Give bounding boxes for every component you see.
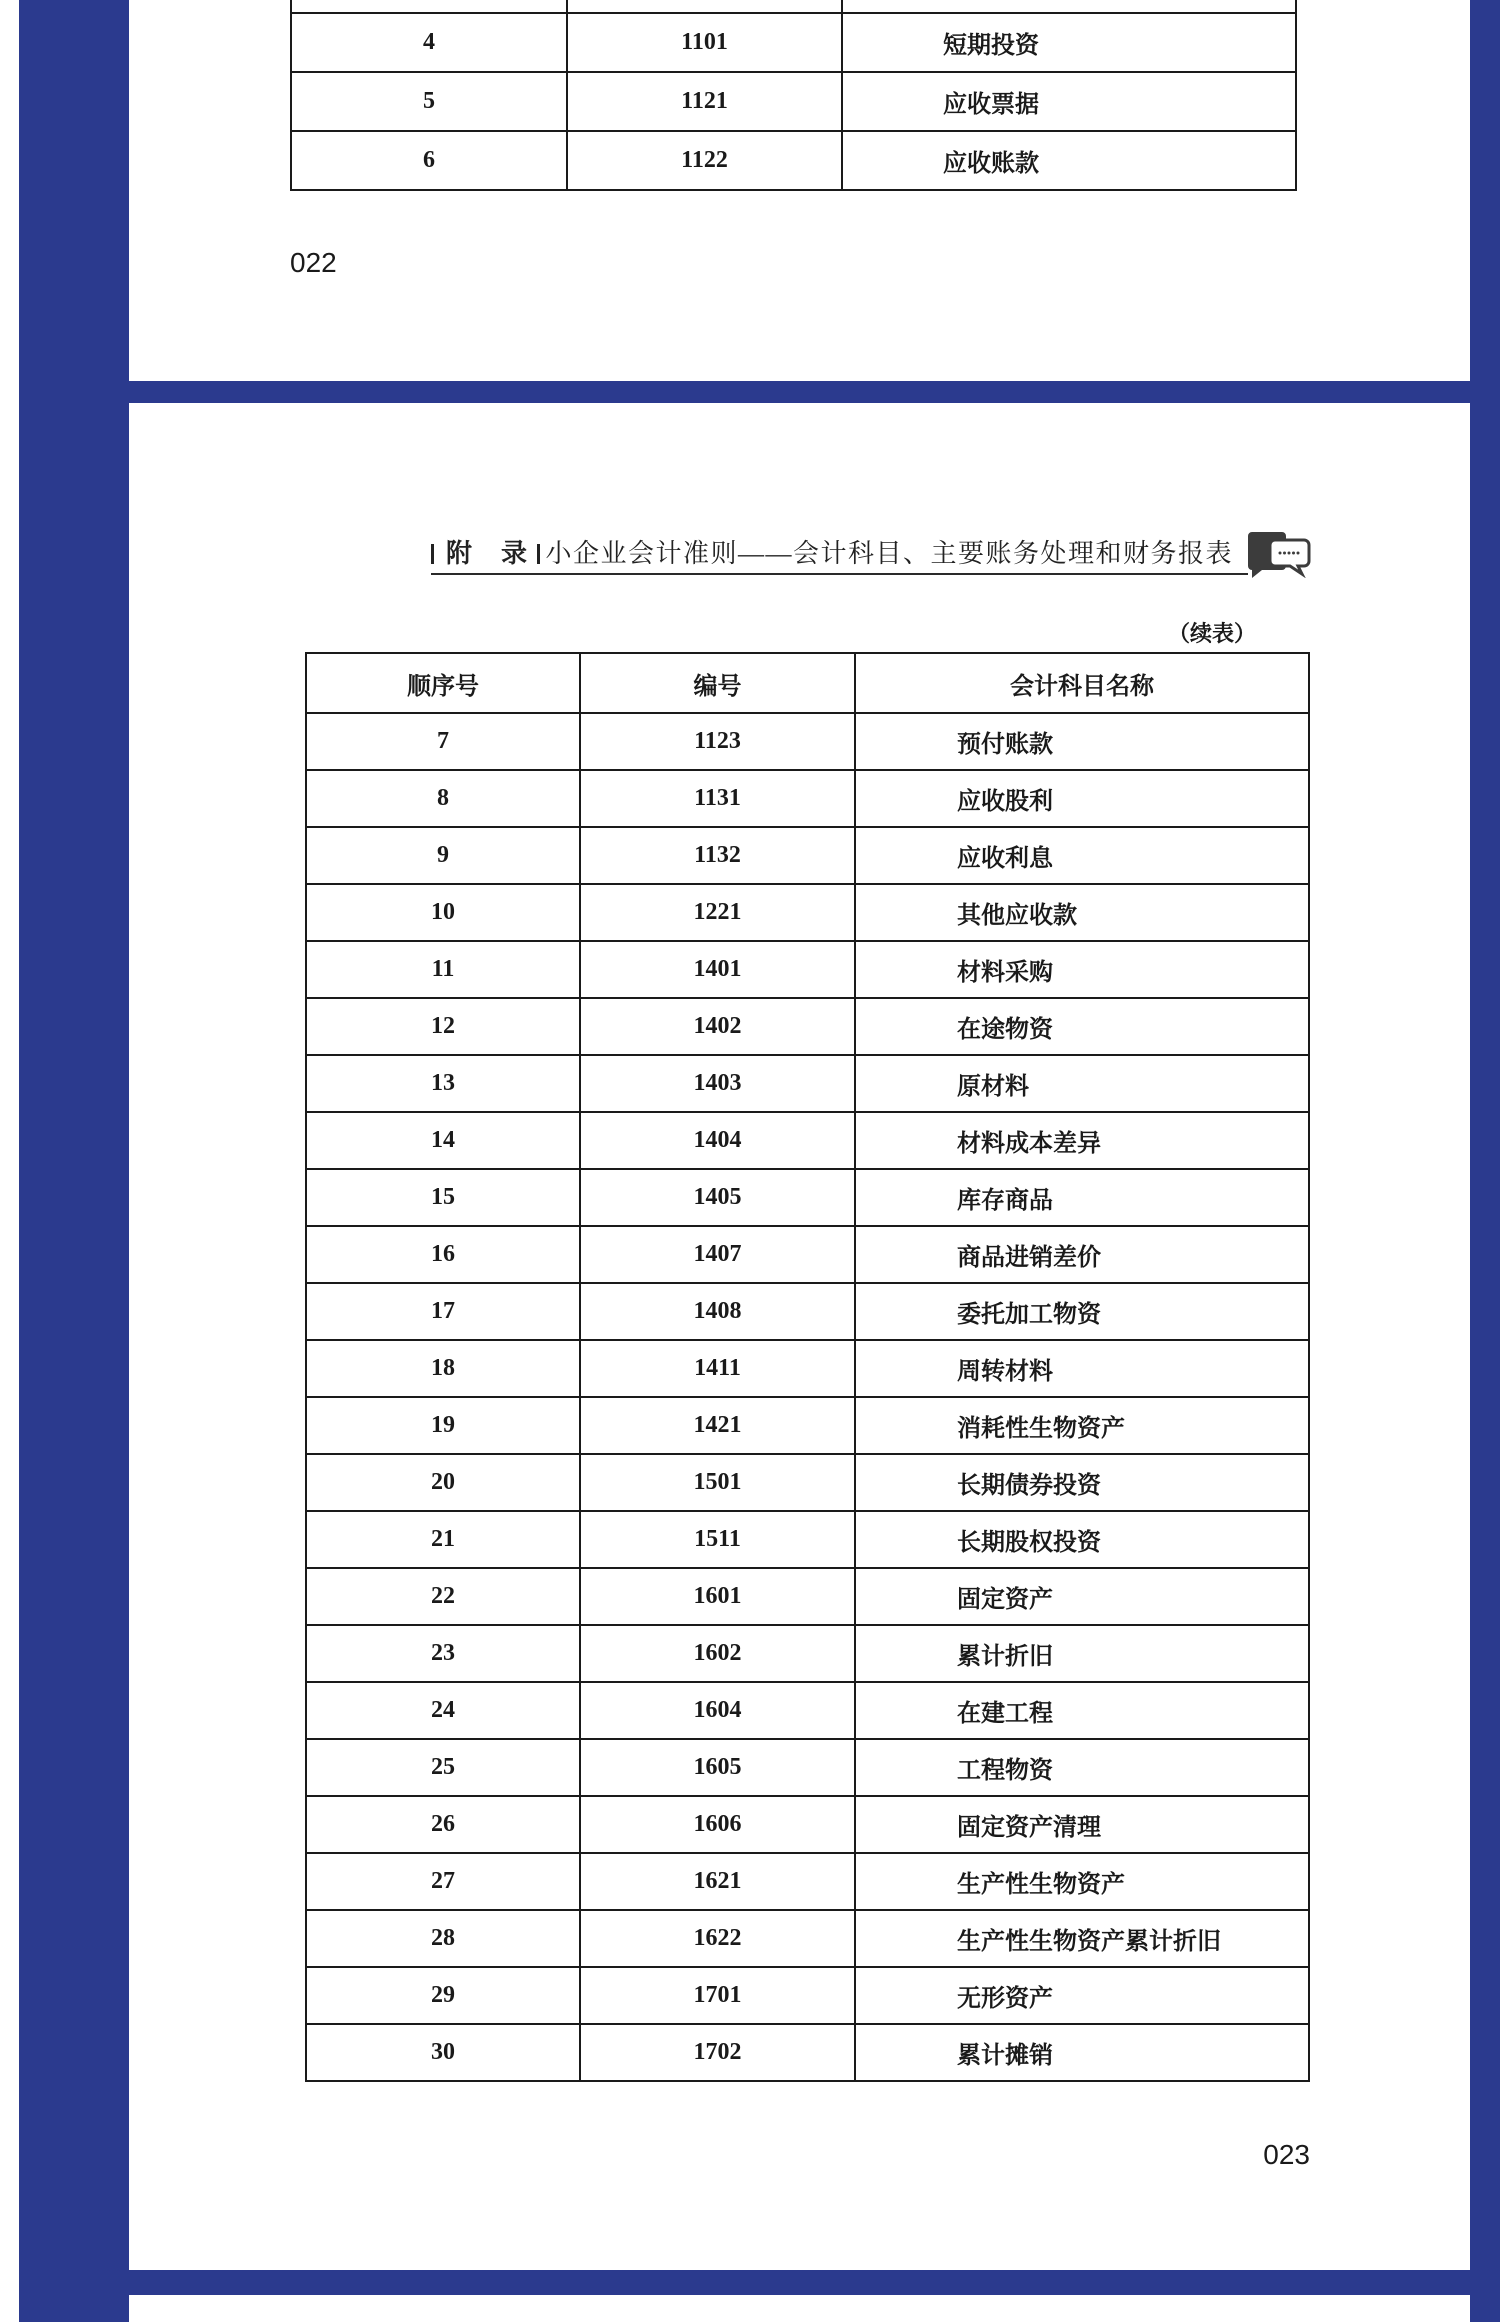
- table-row: [292, 71, 1295, 130]
- table-row: [307, 826, 1308, 883]
- sequence-number-cell: 23: [307, 1626, 581, 1681]
- next-page-edge: [129, 2295, 1470, 2322]
- account-code-cell: 1421: [581, 1398, 856, 1453]
- account-name-cell: 在途物资: [957, 1017, 1053, 1043]
- table-row: [307, 1852, 1308, 1909]
- account-name-cell: 生产性生物资产累计折旧: [957, 1929, 1221, 1955]
- account-code-cell: 1401: [581, 942, 856, 997]
- account-code-cell: 1702: [581, 2025, 856, 2080]
- table-row: [307, 1054, 1308, 1111]
- header-sequence-number: 顺序号: [307, 654, 581, 712]
- running-header: [431, 535, 1262, 575]
- sequence-number-cell: 19: [307, 1398, 581, 1453]
- table-row: [307, 1453, 1308, 1510]
- account-code-cell: 1408: [581, 1284, 856, 1339]
- header-divider: [431, 544, 434, 564]
- account-name-cell: 库存商品: [957, 1188, 1053, 1214]
- account-code-cell: 1604: [581, 1683, 856, 1738]
- sequence-number-cell: 10: [307, 885, 581, 940]
- account-name-cell: 在建工程: [957, 1701, 1053, 1727]
- page-number: 023: [1263, 2139, 1310, 2170]
- account-code-cell: 1101: [568, 14, 843, 71]
- table-row: [307, 769, 1308, 826]
- account-code-cell: 1701: [581, 1968, 856, 2023]
- account-code-cell: 1601: [581, 1569, 856, 1624]
- account-name-cell: 长期债券投资: [957, 1473, 1101, 1499]
- account-code-cell: 1606: [581, 1797, 856, 1852]
- account-name-cell: 短期投资: [943, 33, 1039, 59]
- sequence-number-cell: 8: [307, 771, 581, 826]
- sequence-number-cell: 18: [307, 1341, 581, 1396]
- account-name-cell: 固定资产: [957, 1587, 1053, 1613]
- account-name-cell: 委托加工物资: [957, 1302, 1101, 1328]
- account-code-cell: 1402: [581, 999, 856, 1054]
- table-cell: [843, 0, 1295, 12]
- account-code-cell: 1123: [581, 714, 856, 769]
- header-account-name: 会计科目名称: [1010, 671, 1154, 700]
- account-name-cell: 其他应收款: [957, 903, 1077, 929]
- sequence-number-cell: 16: [307, 1227, 581, 1282]
- account-code-cell: 1404: [581, 1113, 856, 1168]
- account-name-cell: 生产性生物资产: [957, 1872, 1125, 1898]
- account-name-cell: 累计摊销: [957, 2043, 1053, 2069]
- table-row: [307, 1909, 1308, 1966]
- sequence-number-cell: 20: [307, 1455, 581, 1510]
- account-name-cell: 预付账款: [957, 732, 1053, 758]
- sequence-number-cell: 30: [307, 2025, 581, 2080]
- page-023: [129, 403, 1470, 2270]
- sequence-number-cell: 6: [292, 132, 568, 189]
- table-row: [307, 1396, 1308, 1453]
- table-row: [307, 2023, 1308, 2080]
- account-code-cell: 1405: [581, 1170, 856, 1225]
- sequence-number-cell: 24: [307, 1683, 581, 1738]
- account-code-cell: 1122: [568, 132, 843, 189]
- table-row: [307, 940, 1308, 997]
- account-name-cell: 应收股利: [957, 789, 1053, 815]
- account-code-cell: 1403: [581, 1056, 856, 1111]
- account-table-page-022: [290, 0, 1297, 191]
- sequence-number-cell: 9: [307, 828, 581, 883]
- account-name-cell: 应收账款: [943, 151, 1039, 177]
- header-divider: [537, 544, 540, 564]
- account-code-cell: 1221: [581, 885, 856, 940]
- table-header-row: [307, 654, 1308, 712]
- table-row: [307, 883, 1308, 940]
- account-code-cell: 1121: [568, 73, 843, 130]
- account-code-cell: 1602: [581, 1626, 856, 1681]
- account-code-cell: 1132: [581, 828, 856, 883]
- sequence-number-cell: 29: [307, 1968, 581, 2023]
- sequence-number-cell: 22: [307, 1569, 581, 1624]
- table-row: [307, 997, 1308, 1054]
- account-name-cell: 原材料: [957, 1074, 1029, 1100]
- account-code-cell: 1511: [581, 1512, 856, 1567]
- table-row: [307, 1738, 1308, 1795]
- account-name-cell: 材料采购: [957, 960, 1053, 986]
- account-code-cell: 1411: [581, 1341, 856, 1396]
- book-title: 小企业会计准则——会计科目、主要账务处理和财务报表: [545, 539, 1234, 568]
- sequence-number-cell: 4: [292, 14, 568, 71]
- sequence-number-cell: 14: [307, 1113, 581, 1168]
- account-table-page-023: [305, 652, 1310, 2082]
- sequence-number-cell: 15: [307, 1170, 581, 1225]
- table-row: [307, 1510, 1308, 1567]
- header-account-code: 编号: [581, 654, 856, 712]
- account-name-cell: 应收票据: [943, 92, 1039, 118]
- sequence-number-cell: 5: [292, 73, 568, 130]
- account-name-cell: 累计折旧: [957, 1644, 1053, 1670]
- sequence-number-cell: 7: [307, 714, 581, 769]
- sequence-number-cell: 26: [307, 1797, 581, 1852]
- speech-bubble-icon: [1248, 526, 1311, 578]
- sequence-number-cell: 27: [307, 1854, 581, 1909]
- table-row: [307, 1282, 1308, 1339]
- account-code-cell: 1621: [581, 1854, 856, 1909]
- account-name-cell: 固定资产清理: [957, 1815, 1101, 1841]
- table-row: [307, 1624, 1308, 1681]
- account-code-cell: 1622: [581, 1911, 856, 1966]
- table-row: [292, 0, 1295, 12]
- page-number: 022: [290, 247, 337, 278]
- sequence-number-cell: 17: [307, 1284, 581, 1339]
- account-code-cell: 1605: [581, 1740, 856, 1795]
- sequence-number-cell: 25: [307, 1740, 581, 1795]
- section-label: 附 录: [446, 539, 529, 568]
- table-row: [307, 1567, 1308, 1624]
- account-name-cell: 商品进销差价: [957, 1245, 1101, 1271]
- table-row: [307, 1168, 1308, 1225]
- account-name-cell: 长期股权投资: [957, 1530, 1101, 1556]
- table-row: [307, 1681, 1308, 1738]
- account-name-cell: 材料成本差异: [957, 1131, 1101, 1157]
- account-name-cell: 无形资产: [957, 1986, 1053, 2012]
- account-name-cell: 周转材料: [957, 1359, 1053, 1385]
- account-code-cell: 1131: [581, 771, 856, 826]
- table-row: [292, 130, 1295, 189]
- table-row: [307, 1966, 1308, 2023]
- account-code-cell: 1407: [581, 1227, 856, 1282]
- continued-table-label: （续表）: [1167, 621, 1256, 646]
- account-name-cell: 工程物资: [957, 1758, 1053, 1784]
- sequence-number-cell: 13: [307, 1056, 581, 1111]
- sequence-number-cell: 28: [307, 1911, 581, 1966]
- table-cell: [568, 0, 843, 12]
- account-code-cell: 1501: [581, 1455, 856, 1510]
- table-row: [307, 1795, 1308, 1852]
- account-name-cell: 应收利息: [957, 846, 1053, 872]
- sequence-number-cell: 21: [307, 1512, 581, 1567]
- table-cell: [292, 0, 568, 12]
- table-row: [307, 712, 1308, 769]
- table-row: [292, 12, 1295, 71]
- page-022: [129, 0, 1470, 381]
- sequence-number-cell: 12: [307, 999, 581, 1054]
- table-row: [307, 1225, 1308, 1282]
- table-row: [307, 1111, 1308, 1168]
- sequence-number-cell: 11: [307, 942, 581, 997]
- account-name-cell: 消耗性生物资产: [957, 1416, 1125, 1442]
- table-row: [307, 1339, 1308, 1396]
